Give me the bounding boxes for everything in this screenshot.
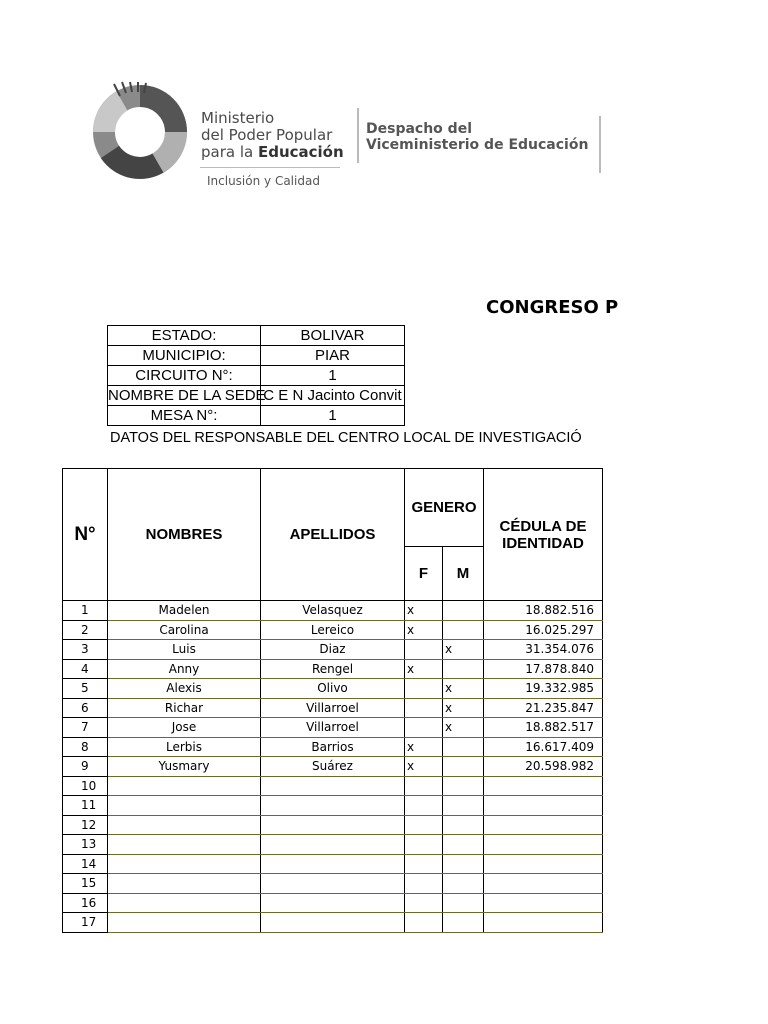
table-row: [63, 659, 603, 679]
row-f: [405, 698, 443, 718]
row-nombre: [108, 854, 261, 874]
row-cedula: [484, 854, 603, 874]
table-row: [63, 620, 603, 640]
row-number: 4: [63, 659, 108, 679]
info-row: [108, 386, 405, 406]
table-row: [63, 737, 603, 757]
row-cedula: [484, 776, 603, 796]
header-f: F: [405, 547, 443, 601]
row-f: [405, 796, 443, 816]
row-apellido: Lereico: [261, 620, 405, 640]
row-nombre: [108, 893, 261, 913]
row-nombre: Richar: [108, 698, 261, 718]
info-row: [108, 366, 405, 386]
table-row: [63, 874, 603, 894]
info-table: [107, 325, 405, 426]
row-number: 8: [63, 737, 108, 757]
row-m: [443, 796, 484, 816]
row-nombre: [108, 776, 261, 796]
header-nombres: NOMBRES: [108, 469, 261, 601]
row-apellido: [261, 835, 405, 855]
header-m: M: [443, 547, 484, 601]
row-cedula: [484, 835, 603, 855]
table-row: [63, 854, 603, 874]
office-line-1: Despacho del: [366, 121, 472, 137]
ministry-line-3-bold: Educación: [257, 143, 344, 161]
table-row: [63, 913, 603, 933]
row-cedula: 21.235.847: [484, 698, 603, 718]
row-cedula: 31.354.076: [484, 640, 603, 660]
row-f: [405, 835, 443, 855]
info-label: MUNICIPIO:: [108, 346, 261, 366]
row-nombre: Anny: [108, 659, 261, 679]
row-number: 15: [63, 874, 108, 894]
row-f: [405, 854, 443, 874]
row-apellido: Velasquez: [261, 601, 405, 621]
row-m: [443, 893, 484, 913]
row-apellido: [261, 815, 405, 835]
info-value: PIAR: [261, 346, 405, 366]
row-number: 9: [63, 757, 108, 777]
row-number: 13: [63, 835, 108, 855]
header-genero: GENERO: [405, 469, 484, 547]
row-apellido: Rengel: [261, 659, 405, 679]
row-f: [405, 640, 443, 660]
table-row: [63, 718, 603, 738]
info-row: [108, 406, 405, 426]
row-m: x: [443, 640, 484, 660]
row-nombre: [108, 874, 261, 894]
row-cedula: 18.882.517: [484, 718, 603, 738]
row-nombre: Luis: [108, 640, 261, 660]
row-cedula: [484, 874, 603, 894]
table-row: [63, 679, 603, 699]
row-cedula: [484, 796, 603, 816]
row-f: [405, 718, 443, 738]
row-cedula: 20.598.982: [484, 757, 603, 777]
row-m: [443, 737, 484, 757]
row-m: x: [443, 679, 484, 699]
table-row: [63, 757, 603, 777]
office-name: [366, 121, 588, 153]
row-m: x: [443, 718, 484, 738]
ministry-line-2: del Poder Popular: [201, 126, 333, 144]
header-cedula: CÉDULA DE IDENTIDAD: [484, 469, 603, 601]
ministry-line-3-prefix: para la: [201, 143, 258, 161]
row-m: [443, 620, 484, 640]
table-row: [63, 835, 603, 855]
ministry-line-3: [201, 144, 344, 161]
table-row: [63, 815, 603, 835]
row-f: [405, 874, 443, 894]
row-number: 16: [63, 893, 108, 913]
row-number: 1: [63, 601, 108, 621]
participants-table: [62, 468, 603, 933]
row-number: 3: [63, 640, 108, 660]
table-row: [63, 640, 603, 660]
row-m: [443, 835, 484, 855]
row-number: 7: [63, 718, 108, 738]
row-number: 6: [63, 698, 108, 718]
row-number: 17: [63, 913, 108, 933]
office-line-2: Viceministerio de Educación: [366, 137, 589, 153]
header-divider-right: [599, 116, 601, 173]
row-apellido: Olivo: [261, 679, 405, 699]
ministry-name: [201, 110, 344, 161]
table-row: [63, 601, 603, 621]
row-cedula: 19.332.985: [484, 679, 603, 699]
row-number: 10: [63, 776, 108, 796]
row-m: [443, 757, 484, 777]
info-value: BOLIVAR: [261, 326, 405, 346]
row-nombre: Alexis: [108, 679, 261, 699]
row-apellido: Villarroel: [261, 718, 405, 738]
row-nombre: [108, 815, 261, 835]
row-f: x: [405, 620, 443, 640]
row-apellido: [261, 893, 405, 913]
header-divider: [357, 108, 359, 163]
row-m: [443, 659, 484, 679]
row-m: [443, 776, 484, 796]
row-number: 11: [63, 796, 108, 816]
responsable-heading: DATOS DEL RESPONSABLE DEL CENTRO LOCAL DE INVESTIGACIÓ: [110, 430, 582, 446]
row-nombre: [108, 796, 261, 816]
row-m: [443, 874, 484, 894]
row-nombre: [108, 835, 261, 855]
info-row: [108, 346, 405, 366]
info-row: [108, 326, 405, 346]
ministry-line-1: Ministerio: [201, 109, 275, 127]
row-f: [405, 893, 443, 913]
table-row: [63, 698, 603, 718]
row-cedula: 17.878.840: [484, 659, 603, 679]
row-apellido: [261, 913, 405, 933]
row-nombre: Madelen: [108, 601, 261, 621]
info-value: 1: [261, 406, 405, 426]
row-apellido: Barrios: [261, 737, 405, 757]
info-value: 1: [261, 366, 405, 386]
row-cedula: [484, 815, 603, 835]
row-m: [443, 913, 484, 933]
row-apellido: Suárez: [261, 757, 405, 777]
ministry-logo-icon: [90, 82, 190, 182]
row-nombre: [108, 913, 261, 933]
row-nombre: Lerbis: [108, 737, 261, 757]
row-cedula: [484, 913, 603, 933]
info-label: MESA N°:: [108, 406, 261, 426]
row-apellido: [261, 874, 405, 894]
row-cedula: 16.025.297: [484, 620, 603, 640]
header-num: N°: [63, 469, 108, 601]
row-f: [405, 776, 443, 796]
table-row: [63, 796, 603, 816]
slogan: Inclusión y Calidad: [207, 174, 320, 188]
row-cedula: [484, 893, 603, 913]
row-cedula: 16.617.409: [484, 737, 603, 757]
row-f: [405, 913, 443, 933]
row-number: 14: [63, 854, 108, 874]
page-title: CONGRESO P: [486, 297, 619, 318]
row-nombre: Carolina: [108, 620, 261, 640]
row-f: [405, 815, 443, 835]
row-number: 5: [63, 679, 108, 699]
row-nombre: Yusmary: [108, 757, 261, 777]
logo-underline: [200, 167, 340, 168]
row-m: [443, 854, 484, 874]
info-value: C E N Jacinto Convit: [261, 386, 405, 406]
row-apellido: [261, 776, 405, 796]
row-cedula: 18.882.516: [484, 601, 603, 621]
table-row: [63, 776, 603, 796]
row-f: [405, 679, 443, 699]
row-apellido: [261, 854, 405, 874]
info-label: NOMBRE DE LA SEDE: [108, 387, 266, 404]
table-row: [63, 893, 603, 913]
row-f: x: [405, 757, 443, 777]
header-apellidos: APELLIDOS: [261, 469, 405, 601]
row-m: x: [443, 698, 484, 718]
row-f: x: [405, 737, 443, 757]
row-nombre: Jose: [108, 718, 261, 738]
row-f: x: [405, 659, 443, 679]
info-label: ESTADO:: [108, 326, 261, 346]
row-number: 12: [63, 815, 108, 835]
row-apellido: Diaz: [261, 640, 405, 660]
row-f: x: [405, 601, 443, 621]
row-m: [443, 601, 484, 621]
row-apellido: Villarroel: [261, 698, 405, 718]
info-label: CIRCUITO N°:: [108, 366, 261, 386]
row-apellido: [261, 796, 405, 816]
row-m: [443, 815, 484, 835]
row-number: 2: [63, 620, 108, 640]
